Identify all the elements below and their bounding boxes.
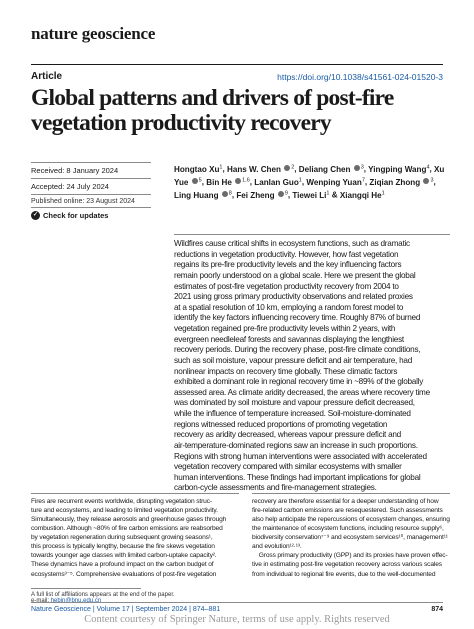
abstract-line: vegetation recovery compared with similar ecosystems with smaller bbox=[174, 462, 402, 472]
author-name: Lanlan Guo bbox=[254, 177, 299, 187]
affiliation-number: 1 bbox=[381, 190, 385, 197]
abstract-rule bbox=[174, 234, 450, 235]
abstract-line: at a spatial resolution of 10 km, employing a random forest model to bbox=[174, 302, 404, 312]
abstract-line: 2021 using gross primary productivity observations and related proxies bbox=[174, 292, 413, 302]
body-rule-left bbox=[31, 493, 239, 494]
affiliation-rule bbox=[31, 588, 141, 589]
body-line: and evolution¹²·¹³. bbox=[252, 543, 302, 551]
author-name: Wenping Yuan bbox=[306, 177, 362, 187]
author[interactable] bbox=[368, 165, 429, 174]
affiliation-number: 1 bbox=[298, 177, 302, 184]
body-line: recovery are therefore essential for a deeper understanding of how bbox=[252, 498, 439, 505]
check-for-updates-button[interactable] bbox=[31, 211, 108, 220]
abstract bbox=[174, 239, 450, 494]
body-line: towards younger age classes with limited carbon-uptake capacity². bbox=[31, 552, 217, 560]
abstract-line: regions witnessed reduced proportions of promoting vegetation bbox=[174, 419, 388, 429]
published-rule bbox=[31, 194, 151, 195]
abstract-line: identify the key factors influencing recovery time. Roughly 87% of burned bbox=[174, 313, 421, 323]
abstract-line: evergreen needleleaf forests and savannas displaying the lengthiest bbox=[174, 334, 404, 344]
body-line: Fires are recurrent events worldwide, disrupting vegetation struc- bbox=[31, 498, 212, 505]
abstract-line: Wildfires cause critical shifts in ecosystem functions, such as dramatic bbox=[174, 239, 410, 248]
page-number: 874 bbox=[431, 606, 443, 613]
abstract-line: reductions in vegetation productivity. However, how fast vegetation bbox=[174, 249, 399, 259]
body-column-left bbox=[31, 497, 239, 579]
body-line: combustion. Although ~80% of fire carbon emissions are reabsorbed bbox=[31, 525, 223, 533]
contact-email bbox=[31, 598, 175, 604]
orcid-icon[interactable] bbox=[192, 178, 198, 184]
body-line: fire-related carbon emissions are resequestered. Such assessments bbox=[252, 507, 443, 515]
body-line: this process is typically lengthy, because the fire skews vegetation bbox=[31, 543, 215, 551]
affiliation-number: 1 bbox=[219, 164, 223, 170]
published-date: Published online: 23 August 2024 bbox=[31, 198, 135, 205]
author-name: Xiangqi He bbox=[339, 190, 382, 200]
author[interactable] bbox=[369, 178, 433, 187]
article-title: Global patterns and drivers of post-fire vegetation productivity recovery bbox=[31, 85, 394, 136]
author[interactable] bbox=[174, 165, 222, 174]
author-name: Deliang Chen bbox=[298, 164, 351, 174]
orcid-icon[interactable] bbox=[354, 165, 360, 171]
author-name: Xu Yue bbox=[174, 164, 445, 187]
footer-rule bbox=[31, 602, 443, 603]
affiliation-number: 9 bbox=[284, 190, 288, 197]
received-rule bbox=[31, 162, 151, 163]
author[interactable] bbox=[292, 191, 329, 200]
journal-name: nature geoscience bbox=[31, 24, 156, 43]
abstract-line: assessed area. As climate aridity decreased, the areas where recovery time bbox=[174, 387, 430, 397]
email-label: e-mail: bbox=[31, 598, 50, 604]
abstract-line: recovery as aridity decreased, whereas vapour pressure deficit and bbox=[174, 430, 401, 440]
article-type-label: Article bbox=[31, 71, 63, 82]
body-line: biodiversity conservation⁷⁻⁹ and ecosystem services¹⁰, management¹¹ bbox=[252, 534, 448, 542]
author-name: Ling Huang bbox=[174, 190, 219, 200]
body-line: Simultaneously, they release aerosols and greenhouse gases through bbox=[31, 516, 227, 524]
abstract-line: carbon-cycle assessments and fire-management strategies. bbox=[174, 483, 377, 493]
email-link[interactable]: hebin@bnu.edu.cn bbox=[50, 598, 102, 604]
affiliation-number: 4 bbox=[426, 164, 430, 170]
body-line: These dynamics have a profound impact on the carbon budget of bbox=[31, 561, 214, 569]
body-line: also help anticipate the repercussions of ecosystem changes, ensuring bbox=[252, 516, 450, 524]
author[interactable] bbox=[340, 191, 385, 200]
author-name: Tiewei Li bbox=[292, 190, 327, 200]
author[interactable] bbox=[236, 191, 288, 200]
body-rule-right bbox=[252, 493, 450, 494]
abstract-line: nonlinear impacts on recovery time globally. These climatic factors bbox=[174, 366, 398, 376]
affiliation-number: 7 bbox=[361, 177, 365, 184]
orcid-icon[interactable] bbox=[278, 191, 284, 197]
author[interactable] bbox=[299, 165, 364, 174]
abstract-line: estimates of post-fire vegetation productivity recovery from 2004 to bbox=[174, 281, 399, 291]
abstract-line: recovery periods. During the recovery phase, post-fire climate conditions, bbox=[174, 345, 421, 355]
affiliation-number: 1 bbox=[326, 190, 330, 197]
abstract-line: Regions with strong human interventions were associated with accelerated bbox=[174, 451, 427, 461]
abstract-line: exhibited a dominant role in regional recovery time in ~89% of the globally bbox=[174, 377, 424, 387]
orcid-icon[interactable] bbox=[423, 178, 429, 184]
doi-link[interactable]: https://doi.org/10.1038/s41561-024-01520-3 bbox=[277, 72, 443, 82]
author[interactable] bbox=[227, 165, 294, 174]
orcid-icon[interactable] bbox=[222, 191, 228, 197]
abstract-line: while the influence of temperature increased. Soil-moisture-dominated bbox=[174, 409, 411, 418]
body-line: Gross primary productivity (GPP) and its proxies have proven effec- bbox=[252, 552, 448, 560]
abstract-line: human interventions. These findings had important implications for global bbox=[174, 472, 421, 482]
received-date: Received: 8 January 2024 bbox=[31, 166, 119, 175]
orcid-icon[interactable] bbox=[235, 178, 241, 184]
abstract-line: air-temperature-dominated regions saw an increase in such proportions. bbox=[174, 440, 418, 450]
header-rule bbox=[31, 64, 443, 65]
affiliation-number: 2 bbox=[291, 164, 295, 170]
author-name: Bin He bbox=[206, 177, 232, 187]
author-name: Yingping Wang bbox=[368, 164, 427, 174]
author[interactable] bbox=[206, 178, 250, 187]
author[interactable] bbox=[306, 178, 365, 187]
body-line: ture and ecosystems, and leading to limited vegetation productivity. bbox=[31, 507, 218, 515]
author-name: Hongtao Xu bbox=[174, 164, 220, 174]
affiliation-number: 5 bbox=[198, 177, 202, 184]
body-line: tive in estimating post-fire vegetation recovery across various scales bbox=[252, 561, 442, 569]
affiliation-number: 8 bbox=[228, 190, 232, 197]
abstract-line: remain poorly understood on a global scale. Here we present the global bbox=[174, 270, 416, 280]
author[interactable] bbox=[174, 191, 232, 200]
abstract-line: was dominated by soil moisture and vapour pressure deficit decreased, bbox=[174, 398, 415, 408]
check-updates-icon: ✓ bbox=[32, 212, 39, 218]
author-name: Hans W. Chen bbox=[226, 164, 281, 174]
body-line: ecosystems³⁻⁵. Comprehensive evaluations of post-fire vegetation bbox=[31, 570, 217, 578]
author-list: Hongtao Xu$^1$, Hans W. Chen $^2$, Deliang Chen $^3$, Yingping Wang$^4$, Xu Yue $^5$, Bin He $^{1,6}$, Lanlan Guo$^1$, Wenping Yuan$^7$, Ziqian Zhong $^3$, Ling Huang $^8$, Fei Zheng $^9$, Tiewei Li$^1$ & Xiangqi He$^1$ bbox=[174, 164, 445, 200]
accepted-rule bbox=[31, 178, 151, 179]
abstract-line: vegetation regained pre-fire productivity levels within 2 years, with bbox=[174, 324, 396, 333]
affiliation-text: A full list of affiliations appears at the end of the paper. bbox=[31, 592, 175, 598]
affiliation-number: 1,6 bbox=[242, 177, 250, 184]
footer-citation: Nature Geoscience | Volume 17 | September 2024 | 874–881 bbox=[31, 606, 221, 613]
body-line: the maintenance of ecosystem functions, including resource supply⁶, bbox=[252, 525, 444, 533]
orcid-icon[interactable] bbox=[284, 165, 290, 171]
author-name: Ziqian Zhong bbox=[369, 177, 421, 187]
check-rule bbox=[31, 207, 151, 208]
author-name: Fei Zheng bbox=[236, 190, 275, 200]
check-updates-label: Check for updates bbox=[43, 211, 109, 220]
author[interactable] bbox=[254, 178, 302, 187]
body-line: from individual to regional fire events, due to the well-documented bbox=[252, 570, 436, 578]
courtesy-watermark: Content courtesy of Springer Nature, terms of use apply. Rights reserved bbox=[84, 614, 390, 625]
abstract-line: regains its pre-fire productivity levels and the key influencing factors bbox=[174, 260, 402, 270]
body-column-right bbox=[252, 497, 450, 579]
abstract-line: such as soil moisture, vapour pressure deficit and air temperature, had bbox=[174, 355, 413, 365]
body-line: by vegetation regeneration during subsequent growing seasons¹, bbox=[31, 534, 213, 542]
accepted-date: Accepted: 24 July 2024 bbox=[31, 182, 109, 191]
affiliation-number: 3 bbox=[430, 177, 434, 184]
affiliation-number: 3 bbox=[360, 164, 364, 170]
